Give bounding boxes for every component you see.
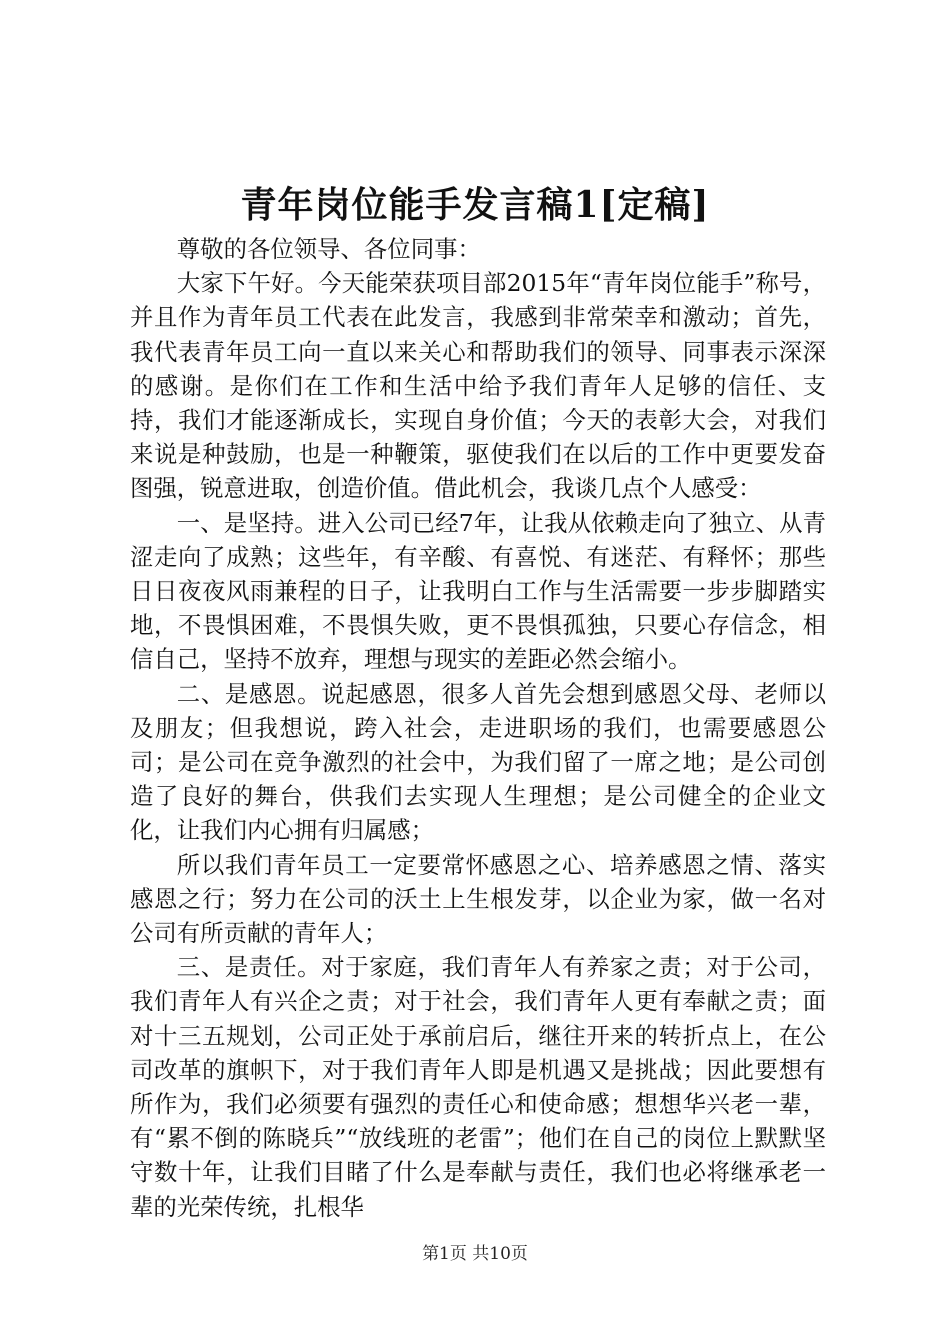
body-paragraph: 三、是责任。对于家庭，我们青年人有养家之责；对于公司，我们青年人有兴企之责；对于社会，我们青年人更有奉献之责；面对十三五规划，公司正处于承前启后，继往开来的转折点上，在公司改革的旗帜下，对于我们青年人即是机遇又是挑战；因此要想有所作为，我们必须要有强烈的责任心和使命感；想想华兴老一辈，有“累不倒的陈晓兵”“放线班的老雷”；他们在自己的岗位上默默坚守数十年，让我们目睹了什么是奉献与责任，我们也必将继承老一辈的光荣传统，扎根华: [130, 953, 826, 1221]
salutation-paragraph: 尊敬的各位领导、各位同事：: [176, 235, 481, 263]
body-paragraph: 二、是感恩。说起感恩，很多人首先会想到感恩父母、老师以及朋友；但我想说，跨入社会，走进职场的我们，也需要感恩公司；是公司在竞争激烈的社会中，为我们留了一席之地；是公司创造了良好的舞台，供我们去实现人生理想；是公司健全的企业文化，让我们内心拥有归属感；: [130, 679, 826, 845]
document-title: 青年岗位能手发言稿1[定稿]: [240, 184, 710, 226]
body-paragraph: 大家下午好。今天能荣获项目部2015年“青年岗位能手”称号，并且作为青年员工代表在此发言，我感到非常荣幸和激动；首先，我代表青年员工向一直以来关心和帮助我们的领导、同事表示深深的感谢。是你们在工作和生活中给予我们青年人足够的信任、支持，我们才能逐渐成长，实现自身价值；今天的表彰大会，对我们来说是种鼓励，也是一种鞭策，驱使我们在以后的工作中更要发奋图强，锐意进取，创造价值。借此机会，我谈几点个人感受：: [130, 269, 826, 503]
document-body: [130, 232, 826, 1224]
page-footer: 第1页 共10页: [422, 1244, 528, 1264]
body-paragraph: 所以我们青年员工一定要常怀感恩之心、培养感恩之情、落实感恩之行；努力在公司的沃土上生根发芽，以企业为家，做一名对公司有所贡献的青年人；: [130, 850, 826, 948]
body-paragraph: 一、是坚持。进入公司已经7年，让我从依赖走向了独立、从青涩走向了成熟；这些年，有辛酸、有喜悦、有迷茫、有释怀；那些日日夜夜风雨兼程的日子，让我明白工作与生活需要一步步脚踏实地，不畏惧困难，不畏惧失败，更不畏惧孤独，只要心存信念，相信自己，坚持不放弃，理想与现实的差距必然会缩小。: [130, 508, 826, 674]
